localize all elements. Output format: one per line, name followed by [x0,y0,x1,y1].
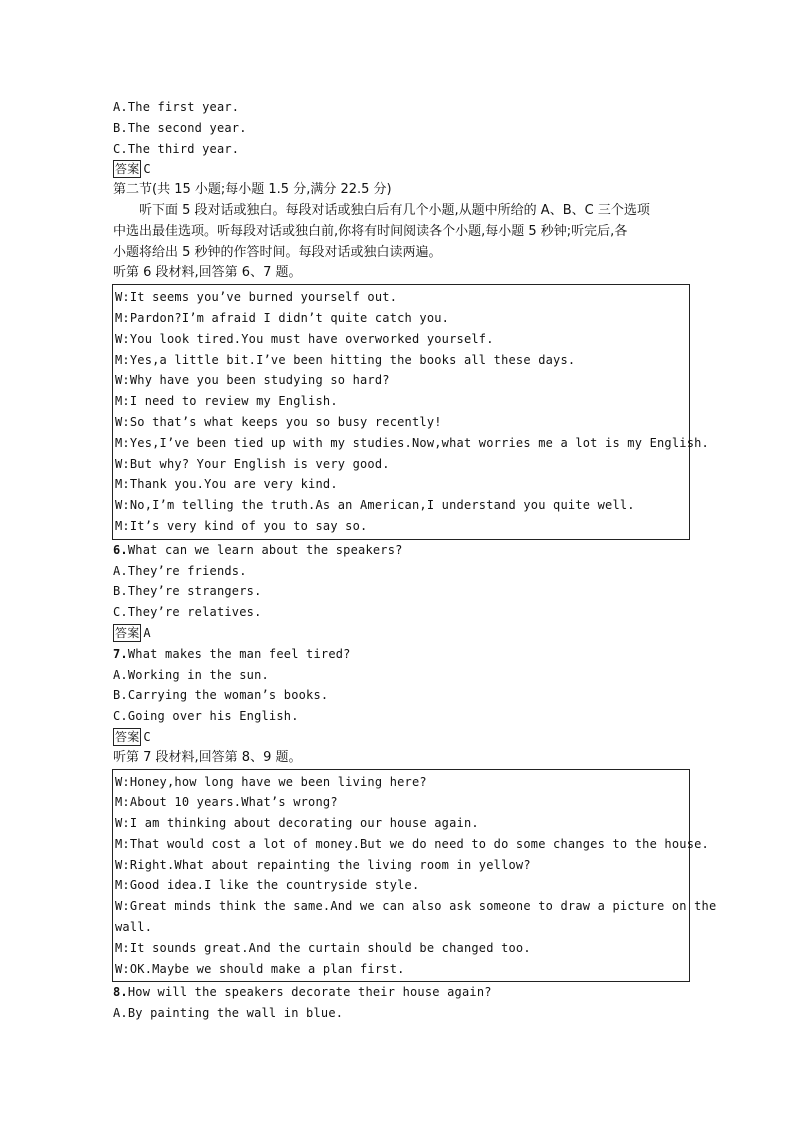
option-c: C.They’re relatives. [113,605,262,620]
option-a: A.The first year. [113,100,240,114]
dialogue-line: M:Yes,I’ve been tied up with my studies.Now,what worries me a lot is my English. [115,435,709,450]
dialogue-line: M:About 10 years.What’s wrong? [115,795,338,810]
dialogue-line: M:Good idea.I like the countryside style. [115,878,420,893]
dialogue-line: W:It seems you’ve burned yourself out. [115,290,398,305]
question-number: 8. [113,985,128,1000]
option-a: A.By painting the wall in blue. [113,1006,344,1021]
instructions-line-2: 中选出最佳选项。听每段对话或独白前,你将有时间阅读各个小题,每小题 5 秒钟;听完后,各 [113,223,628,239]
dialogue-line: W:Right.What about repainting the living room in yellow? [115,857,531,872]
dialogue-line: M:That would cost a lot of money.But we do need to do some changes to the house. [115,836,709,851]
dialogue-line: M:Pardon?I’m afraid I didn’t quite catch you. [115,310,450,325]
answer-label: 答案 [115,625,140,640]
option-c: C.Going over his English. [113,709,299,724]
answer-label: 答案 [115,162,140,177]
dialogue-line: W:You look tired.You must have overworked yourself. [115,331,494,346]
dialogue-line: W:But why? Your English is very good. [115,456,390,471]
answer-value: C [143,162,151,177]
dialogue-line: W:I am thinking about decorating our house again. [115,816,479,831]
instructions-line-1: 听下面 5 段对话或独白。每段对话或独白后有几个小题,从题中所给的 A、B、C 三个选项 [139,202,650,218]
q5-options [113,97,693,159]
dialogue-line: W:Great minds think the same.And we can also ask someone to draw a picture on the [115,899,717,914]
q5-answer-row [113,159,693,180]
answer-value: A [143,625,151,640]
instructions-line-3: 小题将给出 5 秒钟的作答时间。每段对话或独白读两遍。 [113,244,442,260]
dialogue7-box [112,769,717,983]
dialogue-line: W:OK.Maybe we should make a plan first. [115,961,405,976]
dialogue-line: wall. [115,920,153,935]
answer-label: 答案 [115,729,140,744]
question-text: How will the speakers decorate their house again? [127,985,492,1000]
dialogue-line: W:Why have you been studying so hard? [115,373,390,388]
dialogue-line: W:So that’s what keeps you so busy recently! [115,414,442,429]
dialogue-line: M:Thank you.You are very kind. [115,477,338,492]
q8-stem [113,982,693,1003]
question-number: 6. [113,542,128,557]
dialogue6-box [112,284,709,540]
dialogue-line: M:It’s very kind of you to say so. [115,518,368,533]
option-a: A.They’re friends. [113,563,247,578]
material6-intro: 听第 6 段材料,回答第 6、7 题。 [113,265,302,281]
q6-stem [113,540,693,561]
dialogue-line: M:It sounds great.And the curtain should be changed too. [115,940,531,955]
q7-stem [113,644,693,665]
q6-answer-row [113,623,693,644]
dialogue-line: W:No,I’m telling the truth.As an American,I understand you quite well. [115,498,635,513]
material7-intro: 听第 7 段材料,回答第 8、9 题。 [113,749,302,765]
option-b: B.They’re strangers. [113,584,262,599]
option-b: B.Carrying the woman’s books. [113,688,329,703]
document-page [113,97,717,1024]
dialogue-line: M:I need to review my English. [115,394,338,409]
option-c: C.The third year. [113,141,240,156]
question-text: What can we learn about the speakers? [127,542,403,557]
option-b: B.The second year. [113,120,247,135]
answer-value: C [143,729,151,744]
section2-heading: 第二节(共 15 小题;每小题 1.5 分,满分 22.5 分) [113,182,392,198]
question-number: 7. [113,646,128,661]
question-text: What makes the man feel tired? [127,646,351,661]
q7-answer-row [113,727,693,748]
dialogue-line: M:Yes,a little bit.I’ve been hitting the books all these days. [115,352,576,367]
option-a: A.Working in the sun. [113,667,269,682]
dialogue-line: W:Honey,how long have we been living here? [115,774,427,789]
